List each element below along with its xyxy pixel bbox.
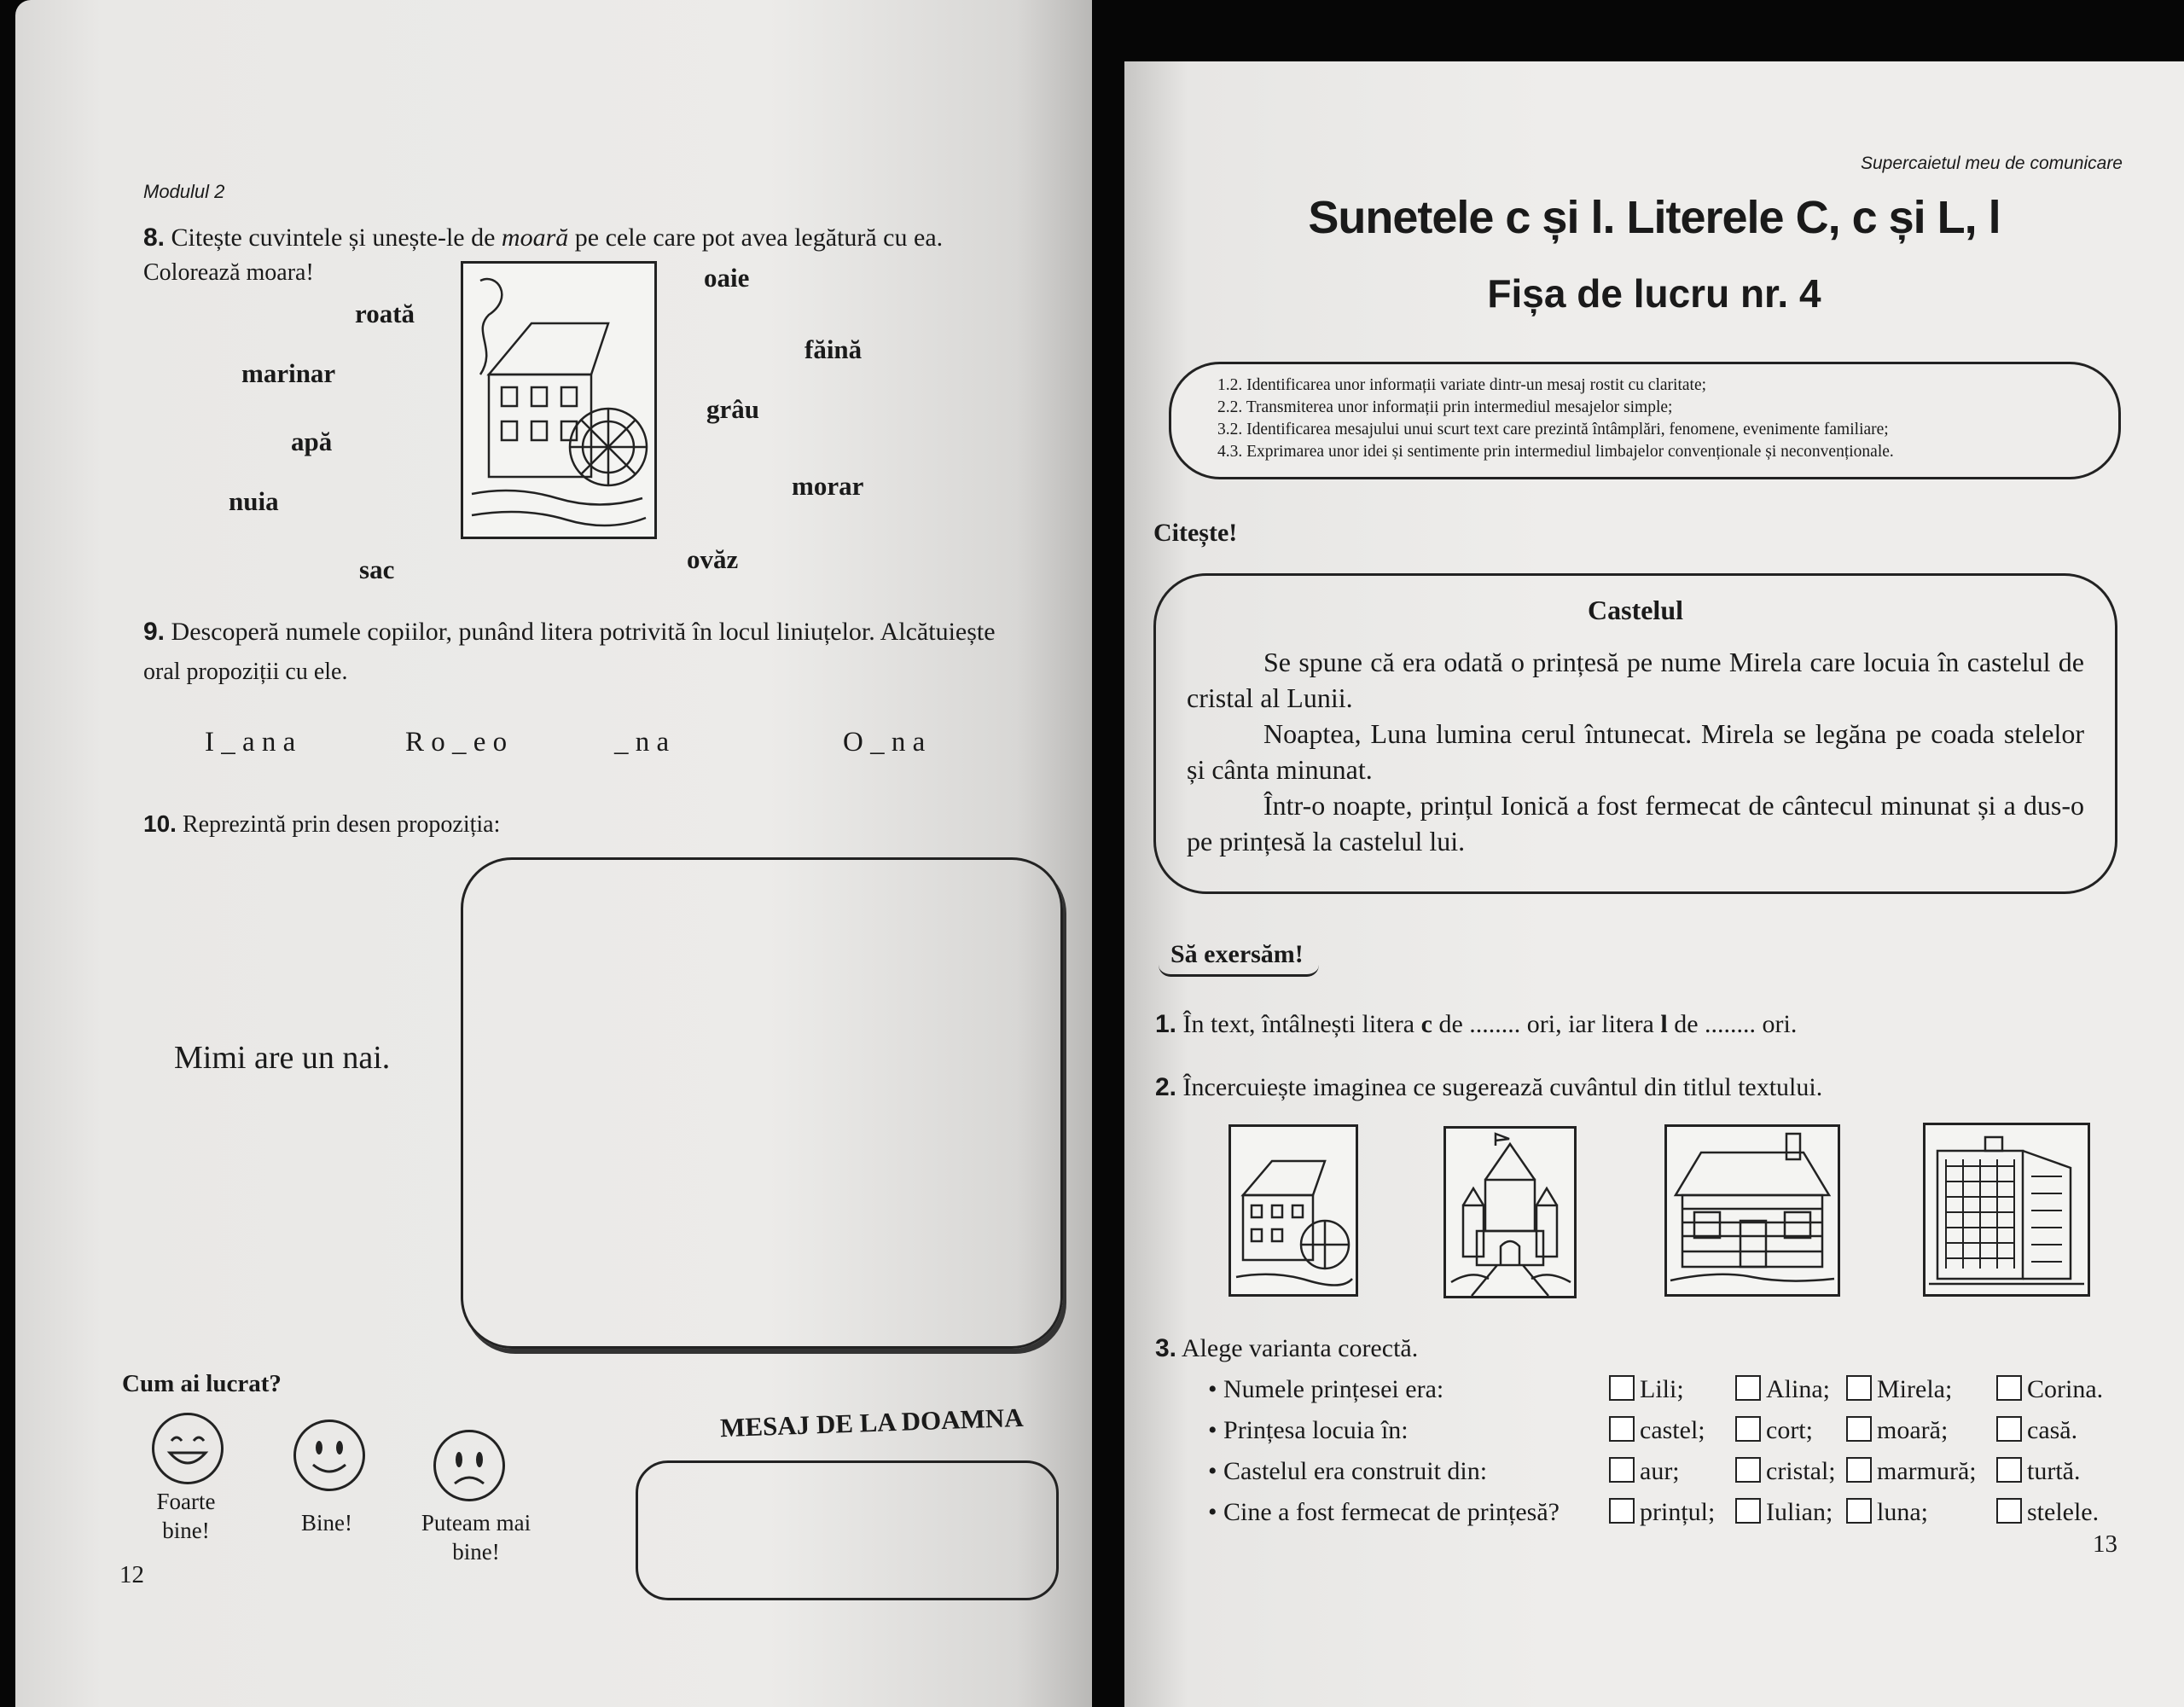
left-page	[15, 0, 1092, 1707]
option-label: moară;	[1877, 1416, 1949, 1444]
word-marinar: marinar	[241, 358, 336, 388]
ex3-text: Alege varianta corectă.	[1181, 1334, 1419, 1362]
option-3-1[interactable]	[1609, 1457, 1680, 1486]
castle-picture-icon	[1446, 1129, 1574, 1296]
name-puzzle-2: R o _ e o	[405, 727, 508, 758]
word-apa: apă	[291, 427, 333, 456]
option-2-1[interactable]	[1609, 1416, 1705, 1445]
objective-3: 3.2. Identificarea mesajului unui scurt text care prezintă întâmplări, fenomene, evenimente familiare;	[1217, 421, 1889, 438]
page-number-left: 12	[119, 1561, 144, 1588]
ex9-instruction-line2: oral propoziții cu ele.	[143, 659, 348, 685]
ex10-text: Reprezintă prin desen propoziția:	[182, 811, 501, 838]
face-label-2: Bine!	[301, 1510, 352, 1536]
story-paragraph-3: Într-o noapte, prințul Ionică a fost fermecat de cântecul minunat și a dus-o pe prințesă la castelul lui.	[1187, 790, 2084, 856]
page-number-right: 13	[2093, 1530, 2117, 1558]
word-roata: roată	[355, 299, 415, 328]
ex3-number: 3.	[1155, 1334, 1177, 1362]
option-2-4[interactable]	[1996, 1416, 2077, 1445]
ex8-text-a: Citește cuvintele și unește-le de	[171, 224, 496, 252]
option-3-3[interactable]	[1846, 1457, 1977, 1486]
house-picture[interactable]	[1664, 1124, 1840, 1297]
checkbox[interactable]	[1735, 1375, 1761, 1401]
ex8-number: 8.	[143, 224, 166, 252]
story-box	[1153, 573, 2117, 894]
story-paragraph-1: Se spune că era odată o prințesă pe nume Mirela care locuia în castelul de cristal al Lunii.	[1187, 647, 2084, 713]
checkbox[interactable]	[1735, 1498, 1761, 1524]
ex9-instruction	[143, 618, 996, 647]
option-label: aur;	[1640, 1457, 1680, 1485]
word-nuia: nuia	[229, 486, 279, 516]
option-label: casă.	[2027, 1416, 2078, 1444]
option-label: turtă.	[2027, 1457, 2081, 1485]
checkbox[interactable]	[1996, 1457, 2022, 1483]
checkbox[interactable]	[1996, 1375, 2022, 1401]
running-header: Supercaietul meu de comunicare	[1860, 154, 2123, 173]
ex10-sentence: Mimi are un nai.	[174, 1040, 391, 1076]
story-paragraph-2: Noaptea, Luna lumina cerul întunecat. Mirela se legăna pe coada stelelor și cânta minunat.	[1187, 718, 2084, 785]
ex8-instruction	[143, 224, 943, 253]
option-label: stelele.	[2027, 1498, 2100, 1526]
option-label: cristal;	[1766, 1457, 1836, 1485]
ex2-line	[1155, 1073, 1822, 1102]
ex1-line	[1155, 1010, 1797, 1039]
word-oaie: oaie	[704, 263, 750, 293]
message-title: MESAJ DE LA DOAMNA	[719, 1402, 1025, 1443]
objective-1: 1.2. Identificarea unor informații variate dintr-un mesaj rostit cu claritate;	[1217, 376, 1707, 394]
word-morar: morar	[792, 471, 864, 501]
ex3-line	[1155, 1334, 1418, 1363]
option-3-2[interactable]	[1735, 1457, 1836, 1486]
option-1-3[interactable]	[1846, 1375, 1952, 1404]
checkbox[interactable]	[1846, 1375, 1872, 1401]
sad-face-icon[interactable]	[433, 1430, 505, 1501]
checkbox[interactable]	[1846, 1457, 1872, 1483]
mill-picture-icon	[1231, 1127, 1356, 1294]
ex10-instruction	[143, 810, 500, 839]
drawing-area[interactable]	[461, 857, 1063, 1349]
ex1-letter-l: l	[1660, 1010, 1668, 1038]
option-label: Iulian;	[1766, 1498, 1833, 1526]
mill-drawing	[461, 261, 657, 539]
option-3-4[interactable]	[1996, 1457, 2080, 1486]
ex1-text-b: de ........ ori, iar litera	[1438, 1010, 1654, 1038]
option-label: marmură;	[1877, 1457, 1977, 1485]
mill-icon	[463, 264, 654, 537]
option-label: prințul;	[1640, 1498, 1716, 1526]
checkbox[interactable]	[1996, 1416, 2022, 1442]
name-puzzle-1: I _ a n a	[205, 727, 296, 758]
question-4: • Cine a fost fermecat de prințesă?	[1208, 1498, 1560, 1526]
module-label: Modulul 2	[143, 181, 225, 202]
practice-label: Să exersăm!	[1159, 940, 1319, 977]
objective-4: 4.3. Exprimarea unor idei și sentimente prin intermediul limbajelor convenționale și neconvenționale.	[1217, 443, 1894, 461]
option-label: Corina.	[2027, 1375, 2104, 1403]
castle-picture[interactable]	[1443, 1126, 1577, 1298]
checkbox[interactable]	[1609, 1416, 1635, 1442]
option-label: Alina;	[1766, 1375, 1830, 1403]
happy-face-icon[interactable]	[293, 1420, 365, 1491]
option-1-2[interactable]	[1735, 1375, 1830, 1404]
name-puzzle-4: O _ n a	[843, 727, 926, 758]
face-label-3: Puteam mai bine!	[421, 1510, 531, 1565]
objective-2: 2.2. Transmiterea unor informații prin intermediul mesajelor simple;	[1217, 398, 1673, 416]
checkbox[interactable]	[1846, 1498, 1872, 1524]
ex10-number: 10.	[143, 810, 177, 837]
page-title: Sunetele c și l. Literele C, c și L, l	[1308, 192, 2001, 243]
option-4-1[interactable]	[1609, 1498, 1715, 1527]
page-subtitle: Fișa de lucru nr. 4	[1487, 271, 1821, 316]
apartment-block-picture-icon	[1926, 1125, 2088, 1294]
ex2-text: Încercuiește imaginea ce sugerează cuvântul din titlul textului.	[1182, 1073, 1823, 1101]
checkbox[interactable]	[1735, 1416, 1761, 1442]
name-puzzle-3: _ n a	[614, 727, 670, 758]
ex8-text-b: pe cele care pot avea legătură cu ea.	[574, 224, 944, 252]
checkbox[interactable]	[1735, 1457, 1761, 1483]
word-faina: făină	[804, 334, 863, 364]
option-2-2[interactable]	[1735, 1416, 1813, 1445]
option-4-2[interactable]	[1735, 1498, 1833, 1527]
mill-picture[interactable]	[1228, 1124, 1358, 1297]
read-label: Citește!	[1153, 519, 1238, 547]
checkbox[interactable]	[1996, 1498, 2022, 1524]
ex1-number: 1.	[1155, 1010, 1177, 1038]
checkbox[interactable]	[1609, 1457, 1635, 1483]
option-label: Lili;	[1640, 1375, 1684, 1403]
right-page	[1124, 61, 2184, 1707]
option-1-1[interactable]	[1609, 1375, 1684, 1404]
ex8-text-italic: moară	[501, 224, 569, 252]
objectives-banner	[1169, 362, 2121, 479]
ex8-instruction-line2: Colorează moara!	[143, 259, 314, 286]
option-label: Mirela;	[1877, 1375, 1953, 1403]
option-label: cort;	[1766, 1416, 1813, 1444]
word-ovaz: ovăz	[687, 544, 739, 574]
face-label-1: Foarte bine!	[156, 1489, 216, 1543]
option-4-4[interactable]	[1996, 1498, 2099, 1527]
ex1-text-a: În text, întâlnești litera	[1182, 1010, 1415, 1038]
option-2-3[interactable]	[1846, 1416, 1948, 1445]
question-2: • Prințesa locuia în:	[1208, 1416, 1409, 1444]
ex9-text: Descoperă numele copiilor, punând litera potrivită în locul liniuțelor. Alcătuiește	[171, 618, 996, 646]
very-happy-face-icon[interactable]	[152, 1413, 224, 1484]
word-grau: grâu	[706, 394, 759, 424]
message-box[interactable]	[636, 1460, 1059, 1600]
checkbox[interactable]	[1609, 1375, 1635, 1401]
option-label: castel;	[1640, 1416, 1705, 1444]
ex2-number: 2.	[1155, 1073, 1177, 1101]
question-1: • Numele prințesei era:	[1208, 1375, 1444, 1403]
word-sac: sac	[359, 554, 395, 584]
ex9-number: 9.	[143, 618, 166, 646]
option-4-3[interactable]	[1846, 1498, 1928, 1527]
option-1-4[interactable]	[1996, 1375, 2103, 1404]
question-3: • Castelul era construit din:	[1208, 1457, 1488, 1485]
ex1-text-c: de ........ ori.	[1674, 1010, 1798, 1038]
house-picture-icon	[1667, 1127, 1838, 1294]
ex1-letter-c: c	[1420, 1010, 1432, 1038]
checkbox[interactable]	[1846, 1416, 1872, 1442]
apartment-block-picture[interactable]	[1923, 1123, 2090, 1297]
checkbox[interactable]	[1609, 1498, 1635, 1524]
story-title: Castelul	[1588, 595, 1683, 625]
self-eval-title: Cum ai lucrat?	[122, 1370, 282, 1397]
option-label: luna;	[1877, 1498, 1928, 1526]
